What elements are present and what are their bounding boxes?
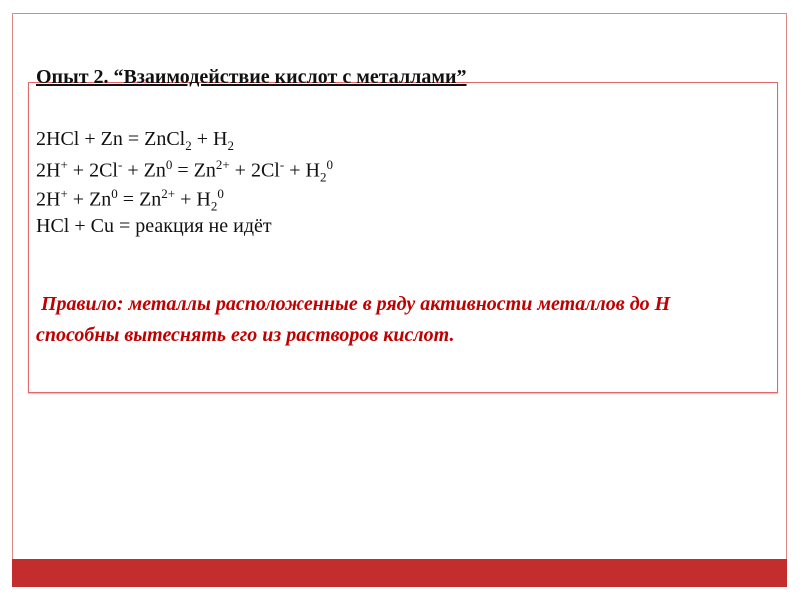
equation-short-ionic: $2H^+ + Zn^0 = Zn^{2+} + H_2^0$ — [36, 186, 224, 214]
slide-title: Опыт 2. “Взаимодействие кислот с металлами” — [36, 66, 467, 88]
rule-text: Правило: металлы расположенные в ряду активности металлов до Н способны вытеснять его из растворов кислот. — [36, 293, 671, 346]
footer-bar — [12, 559, 787, 587]
equation-full-ionic: $2H^+ + 2Cl^- + Zn^0 = Zn^{2+} + 2Cl^- + H_2^0$ — [36, 157, 333, 185]
equation-molecular: 2HCl + Zn = ZnCl$_2$ + $H_2$ — [36, 128, 234, 153]
equation-copper: HCl + Cu = реакция не идёт — [36, 215, 272, 237]
